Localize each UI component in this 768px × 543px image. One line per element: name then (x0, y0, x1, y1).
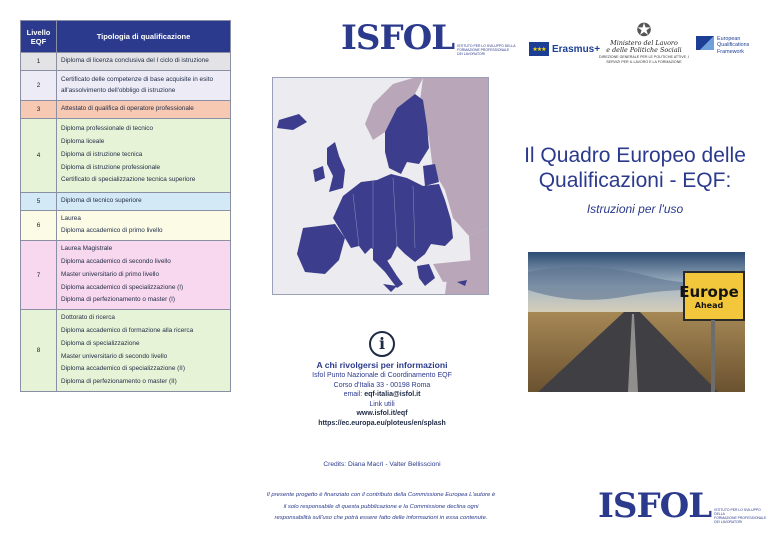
qualification-item: Attestato di qualifica di operatore professionale (61, 104, 194, 112)
eqf-row-level-5 (21, 192, 231, 210)
email-link[interactable]: eqf-italia@isfol.it (364, 391, 421, 399)
contact-address: Corso d'Italia 33 - 00198 Roma (333, 381, 431, 389)
contact-title: A chi rivolgersi per informazioni (316, 360, 448, 370)
eqf-row-level-7 (21, 241, 231, 310)
qualification-item: Diploma accademico di specializzazione (I) (61, 283, 184, 291)
eu-flag-icon: ★★★ (529, 42, 549, 56)
header-type: Tipologia di qualificazione (57, 21, 231, 53)
europe-map (272, 77, 489, 295)
europe-ahead-photo (528, 252, 745, 392)
qualification-item: Diploma accademico di specializzazione (II) (61, 365, 185, 373)
qualification-item: Diploma di tecnico superiore (61, 196, 142, 204)
email-label: email: (343, 391, 363, 399)
eqf-row-level-8 (21, 310, 231, 392)
qualification-item: Certificato delle competenze di base acquisite in esito all'assolvimento dell'obbligo di istruzione (61, 76, 214, 95)
qualification-item: Diploma accademico di secondo livello (61, 257, 171, 265)
isfol-logo-footer-mark: ISFOL (598, 486, 712, 526)
eqf-level-number: 7 (21, 241, 57, 310)
qualification-item: Master universitario di secondo livello (61, 352, 168, 360)
eqf-qualification-list (57, 100, 231, 118)
eqf-row-level-1 (21, 53, 231, 71)
qualification-item: Diploma di licenza conclusiva del I ciclo di istruzione (61, 57, 209, 64)
contact-block (272, 360, 492, 429)
eqf-level-number: 4 (21, 118, 57, 192)
ministry-name-1: Ministero del Lavoro (610, 39, 678, 47)
ministry-subtitle: DIREZIONE GENERALE PER LE POLITICHE ATTIVE, I SERVIZI PER IL LAVORO E LA FORMAZIONE (599, 55, 689, 64)
eqf-brand-logo (696, 36, 749, 55)
isfol-logo-mark: ISFOL (341, 18, 455, 58)
contact-email-row (272, 390, 492, 400)
qualification-item: Laurea (61, 214, 81, 222)
eqf-level-number: 2 (21, 70, 57, 100)
eqf-brand-text: European Qualifications Framework (717, 36, 750, 55)
contact-line1: Isfol Punto Nazionale di Coordinamento EQF (312, 372, 452, 379)
qualification-item: Dottorato di ricerca (61, 314, 115, 322)
subtitle: Istruzioni per l'uso (586, 202, 684, 216)
qualification-item: Laurea Magistrale (61, 245, 113, 253)
qualification-item: Certificato di specializzazione tecnica superiore (61, 176, 196, 184)
eqf-level-number: 5 (21, 192, 57, 210)
ministry-logo (596, 20, 692, 64)
eqf-levels-table (20, 20, 231, 392)
ministry-name-2: e delle Politiche Sociali (606, 46, 682, 55)
eqf-qualification-list (57, 241, 231, 310)
eqf-row-level-2 (21, 70, 231, 100)
eqf-row-level-6 (21, 210, 231, 241)
eqf-flag-icon (696, 36, 714, 50)
ploteus-link[interactable]: https://ec.europa.eu/ploteus/en/splash (318, 419, 446, 427)
eqf-qualification-list (57, 192, 231, 210)
qualification-item: Diploma di istruzione tecnica (61, 150, 143, 158)
main-title: Il Quadro Europeo delle Qualificazioni - EQF: (524, 144, 746, 192)
isfol-logo-tagline: ISTITUTO PER LO SVILUPPO DELLA FORMAZIONE PROFESSIONALE DEI LAVORATORI (457, 44, 516, 56)
isfol-logo-footer (598, 486, 768, 526)
qualification-item: Diploma liceale (61, 138, 105, 146)
erasmus-label: Erasmus+ (552, 43, 601, 55)
eqf-row-level-3 (21, 100, 231, 118)
qualification-item: Diploma accademico di formazione alla ricerca (61, 327, 194, 335)
qualification-item: Master universitario di primo livello (61, 270, 160, 278)
qualification-item: Diploma di perfezionamento o master (I) (61, 296, 176, 304)
eqf-qualification-list (57, 310, 231, 392)
links-label: Link utili (369, 400, 395, 408)
isfol-logo-footer-tagline: ISTITUTO PER LO SVILUPPO DELLA FORMAZIONE PROFESSIONALE DEI LAVORATORI (714, 508, 767, 524)
eqf-qualification-list (57, 210, 231, 241)
disclaimer: Il presente progetto è finanziato con il contributo della Commissione Europea L'autore è il solo responsabile di questa pubblicazione e la Commissione declina ogni responsabilità sull'uso che potrà essere fatto delle informazioni in essa contenute. (266, 492, 496, 521)
eqf-qualification-list (57, 70, 231, 100)
qualification-item: Diploma professionale di tecnico (61, 125, 154, 133)
eqf-level-number: 8 (21, 310, 57, 392)
isfol-eqf-link[interactable]: www.isfol.it/eqf (356, 410, 408, 418)
qualification-item: Diploma di perfezionamento o master (II) (61, 378, 177, 386)
eqf-level-number: 1 (21, 53, 57, 71)
eqf-qualification-list (57, 118, 231, 192)
italian-emblem-icon: ✪ (636, 20, 652, 40)
credits: Credits: Diana Macrì - Valter Bellisscioni (323, 461, 441, 468)
header-level: Livello EQF (21, 21, 57, 53)
info-icon: i (369, 331, 395, 357)
sign-text: Europe Ahead (679, 283, 739, 310)
qualification-item: Diploma di specializzazione (61, 339, 140, 347)
qualification-item: Diploma di istruzione professionale (61, 163, 161, 171)
eqf-qualification-list (57, 53, 231, 71)
eqf-level-number: 3 (21, 100, 57, 118)
isfol-logo (341, 18, 515, 58)
eqf-level-number: 6 (21, 210, 57, 241)
eqf-row-level-4 (21, 118, 231, 192)
qualification-item: Diploma accademico di primo livello (61, 227, 163, 235)
erasmus-logo (529, 42, 600, 56)
